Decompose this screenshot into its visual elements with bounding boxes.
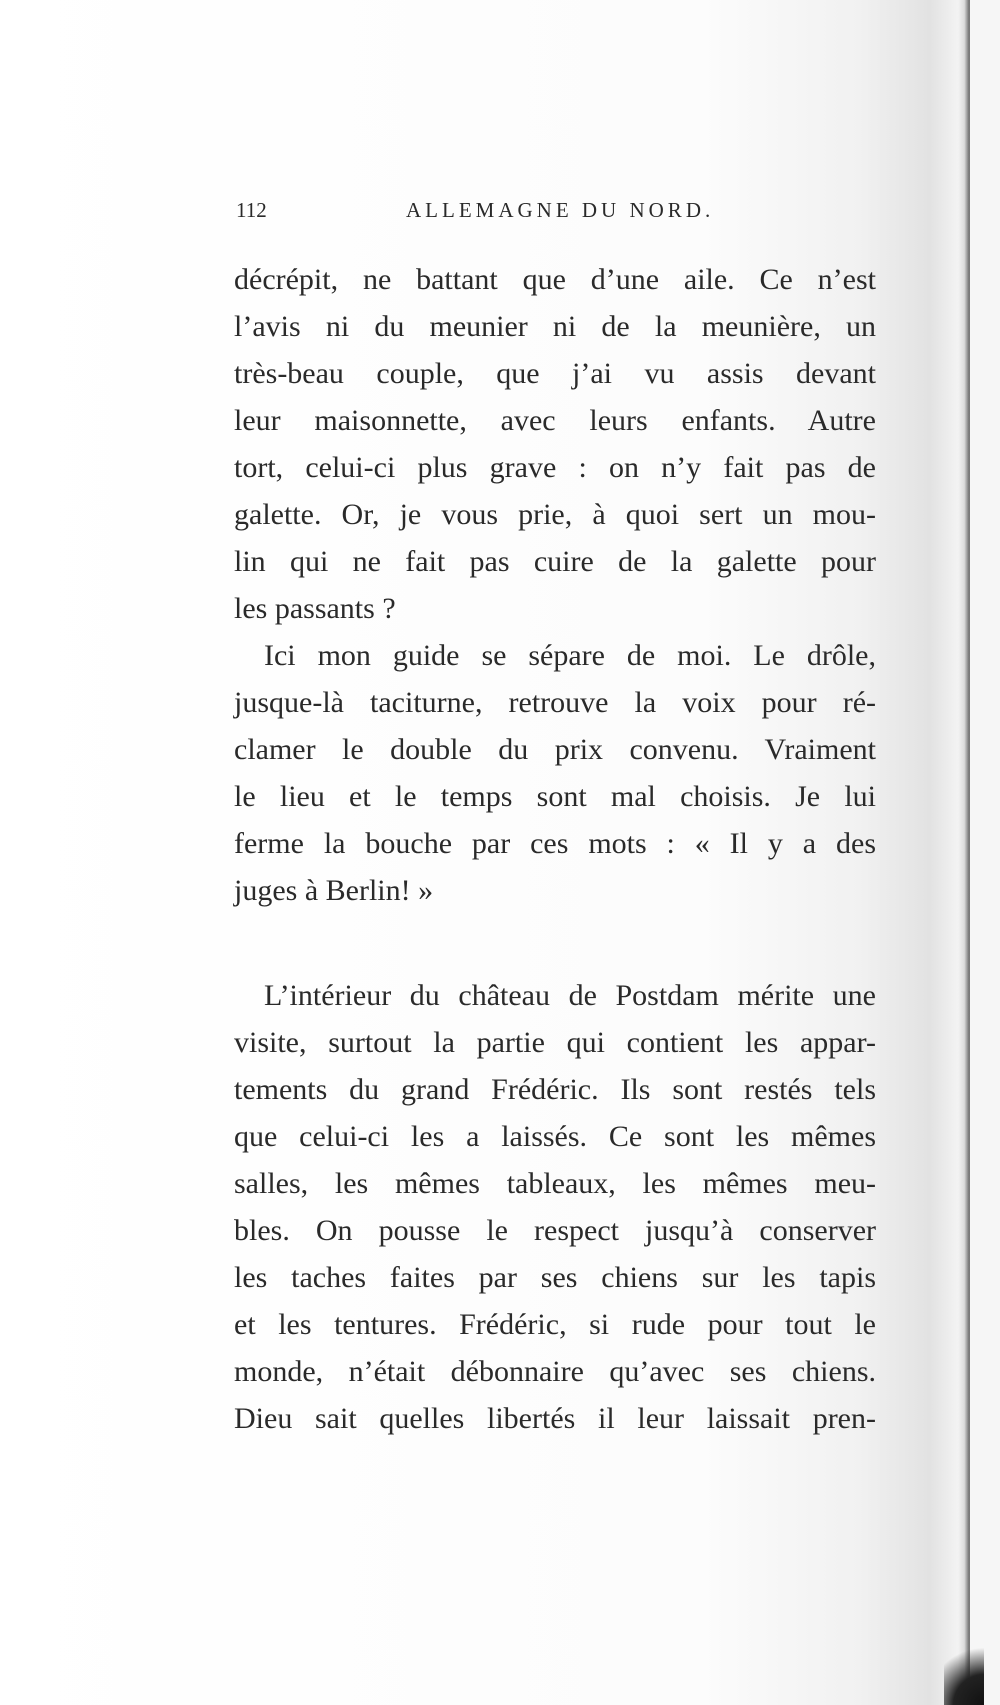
text-line: décrépit, ne battant que d’une aile. Ce n’est [234,263,876,296]
text-line: le lieu et le temps sont mal choisis. Je lui [234,780,876,813]
text-line: galette. Or, je vous prie, à quoi sert un mou- [234,498,876,531]
text-line: lin qui ne fait pas cuire de la galette pour [234,545,876,578]
page-number: 112 [236,198,267,222]
text-line: Ici mon guide se sépare de moi. Le drôle, [264,639,876,672]
body-text [234,256,876,1442]
text-line: que celui-ci les a laissés. Ce sont les mêmes [234,1120,876,1153]
text-line: juges à Berlin! » [234,874,434,907]
section-break [234,914,876,972]
text-line: tort, celui-ci plus grave : on n’y fait pas de [234,451,876,484]
text-line: très-beau couple, que j’ai vu assis devant [234,357,876,390]
text-line: tements du grand Frédéric. Ils sont restés tels [234,1073,876,1106]
text-line: bles. On pousse le respect jusqu’à conserver [234,1214,876,1247]
text-line: les passants ? [234,592,396,625]
paragraph-3 [234,972,876,1442]
text-line: ferme la bouche par ces mots : « Il y a des [234,827,876,860]
page-edge [970,0,1000,1705]
paragraph-2 [234,632,876,914]
running-header [236,198,876,238]
text-line: L’intérieur du château de Postdam mérite une [264,979,876,1012]
text-line: salles, les mêmes tableaux, les mêmes meu- [234,1167,876,1200]
binding-corner [944,1640,984,1705]
text-line: les taches faites par ses chiens sur les tapis [234,1261,876,1294]
text-line: jusque-là taciturne, retrouve la voix pour ré- [234,686,876,719]
running-title: ALLEMAGNE DU NORD. [406,198,715,222]
paragraph-1 [234,256,876,632]
text-line: clamer le double du prix convenu. Vraiment [234,733,876,766]
text-line: leur maisonnette, avec leurs enfants. Autre [234,404,876,437]
text-line: l’avis ni du meunier ni de la meunière, un [234,310,876,343]
text-line: monde, n’était débonnaire qu’avec ses chiens. [234,1355,876,1388]
text-line: et les tentures. Frédéric, si rude pour tout le [234,1308,876,1341]
text-line: Dieu sait quelles libertés il leur laissait pren- [234,1402,876,1435]
text-line: visite, surtout la partie qui contient les appar- [234,1026,876,1059]
